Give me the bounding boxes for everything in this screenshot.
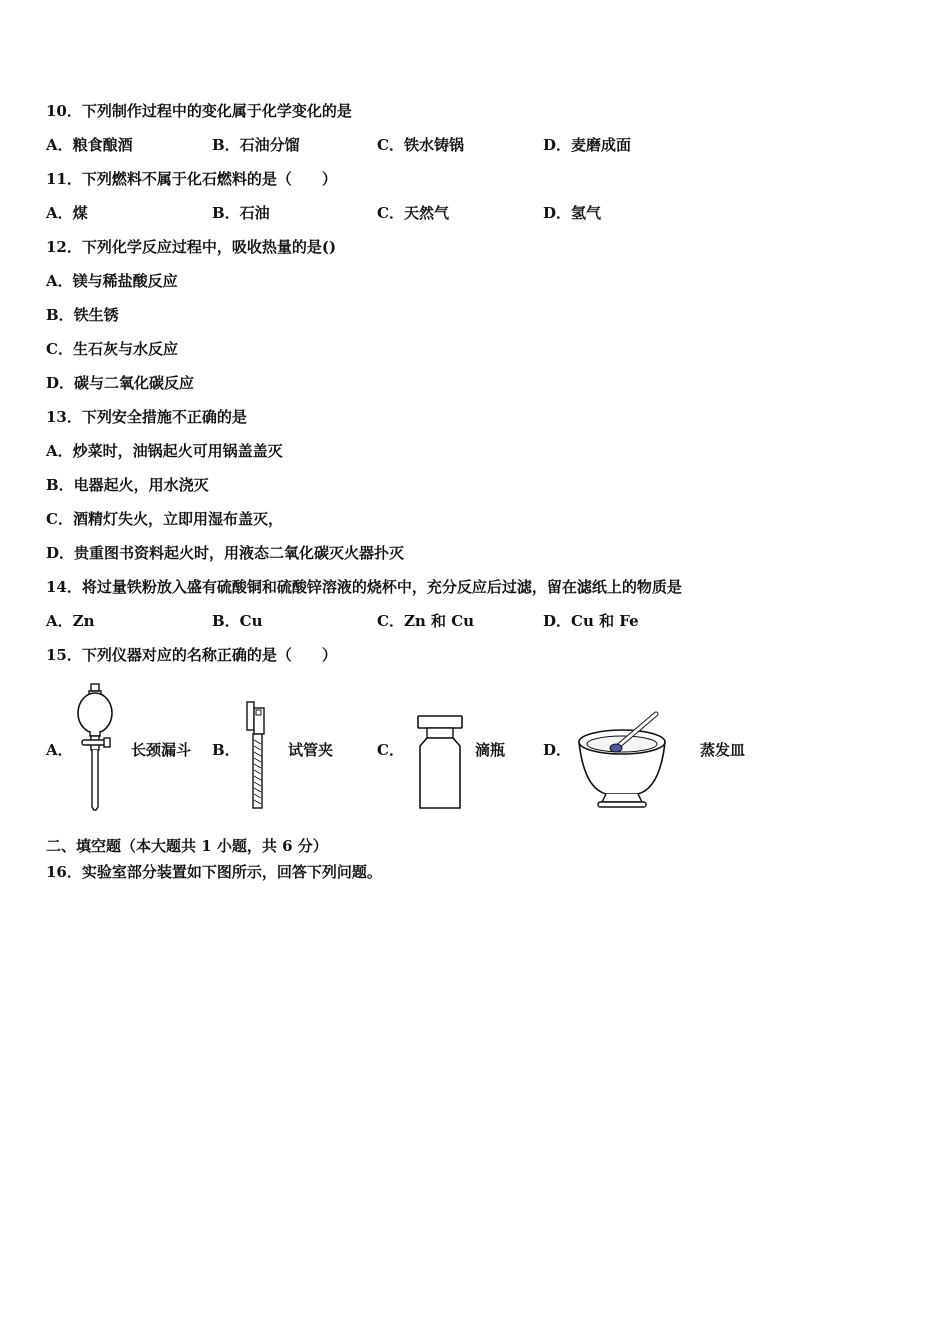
q15-option-c-name: 滴瓶 <box>475 741 506 759</box>
q15-option-b-letter: B． <box>212 741 240 759</box>
q10-option-b: B．石油分馏 <box>212 136 300 154</box>
reagent-bottle-icon <box>412 714 468 812</box>
q11-option-b: B．石油 <box>212 204 270 222</box>
q14-option-b: B．Cu <box>212 612 263 630</box>
question-14-stem: 14．将过量铁粉放入盛有硫酸铜和硫酸锌溶液的烧杯中，充分反应后过滤，留在滤纸上的物质是 <box>46 578 682 596</box>
q11-option-a: A．煤 <box>46 204 88 222</box>
question-13-stem: 13．下列安全措施不正确的是 <box>46 408 247 426</box>
q13-option-a: A．炒菜时，油锅起火可用锅盖盖灭 <box>46 442 283 460</box>
q11-option-d: D．氢气 <box>543 204 602 222</box>
q12-option-d: D．碳与二氧化碳反应 <box>46 374 195 392</box>
test-tube-clamp-icon <box>238 700 272 812</box>
q13-option-d: D．贵重图书资料起火时，用液态二氧化碳灭火器扑灭 <box>46 544 405 562</box>
section-2-heading: 二、填空题（本大题共 1 小题，共 6 分） <box>46 837 328 855</box>
q10-option-a: A．粮食酿酒 <box>46 136 133 154</box>
q12-option-c: C．生石灰与水反应 <box>46 340 178 358</box>
q14-option-d: D．Cu 和 Fe <box>543 612 639 630</box>
q12-option-a: A．镁与稀盐酸反应 <box>46 272 178 290</box>
q10-option-d: D．麦磨成面 <box>543 136 632 154</box>
separatory-funnel-icon <box>72 683 122 813</box>
question-11-stem: 11．下列燃料不属于化石燃料的是（ ） <box>46 170 337 188</box>
q15-option-b-name: 试管夹 <box>288 741 334 759</box>
q15-option-a-name: 长颈漏斗 <box>131 741 192 759</box>
q11-option-c: C．天然气 <box>377 204 449 222</box>
q15-option-a-letter: A． <box>46 741 73 759</box>
q14-option-a: A．Zn <box>46 612 95 630</box>
q15-option-c-letter: C． <box>377 741 404 759</box>
mortar-pestle-icon <box>576 710 668 812</box>
q13-option-b: B．电器起火，用水浇灭 <box>46 476 209 494</box>
q15-option-d-name: 蒸发皿 <box>700 741 746 759</box>
q12-option-b: B．铁生锈 <box>46 306 119 324</box>
q15-option-d-letter: D． <box>543 741 572 759</box>
question-10-stem: 10．下列制作过程中的变化属于化学变化的是 <box>46 102 352 120</box>
q14-option-c: C．Zn 和 Cu <box>377 612 475 630</box>
question-16-stem: 16．实验室部分装置如下图所示，回答下列问题。 <box>46 863 382 881</box>
question-12-stem: 12．下列化学反应过程中，吸收热量的是() <box>46 238 337 256</box>
q13-option-c: C．酒精灯失火，立即用湿布盖灭， <box>46 510 283 528</box>
question-15-stem: 15．下列仪器对应的名称正确的是（ ） <box>46 646 337 664</box>
q10-option-c: C．铁水铸锅 <box>377 136 464 154</box>
